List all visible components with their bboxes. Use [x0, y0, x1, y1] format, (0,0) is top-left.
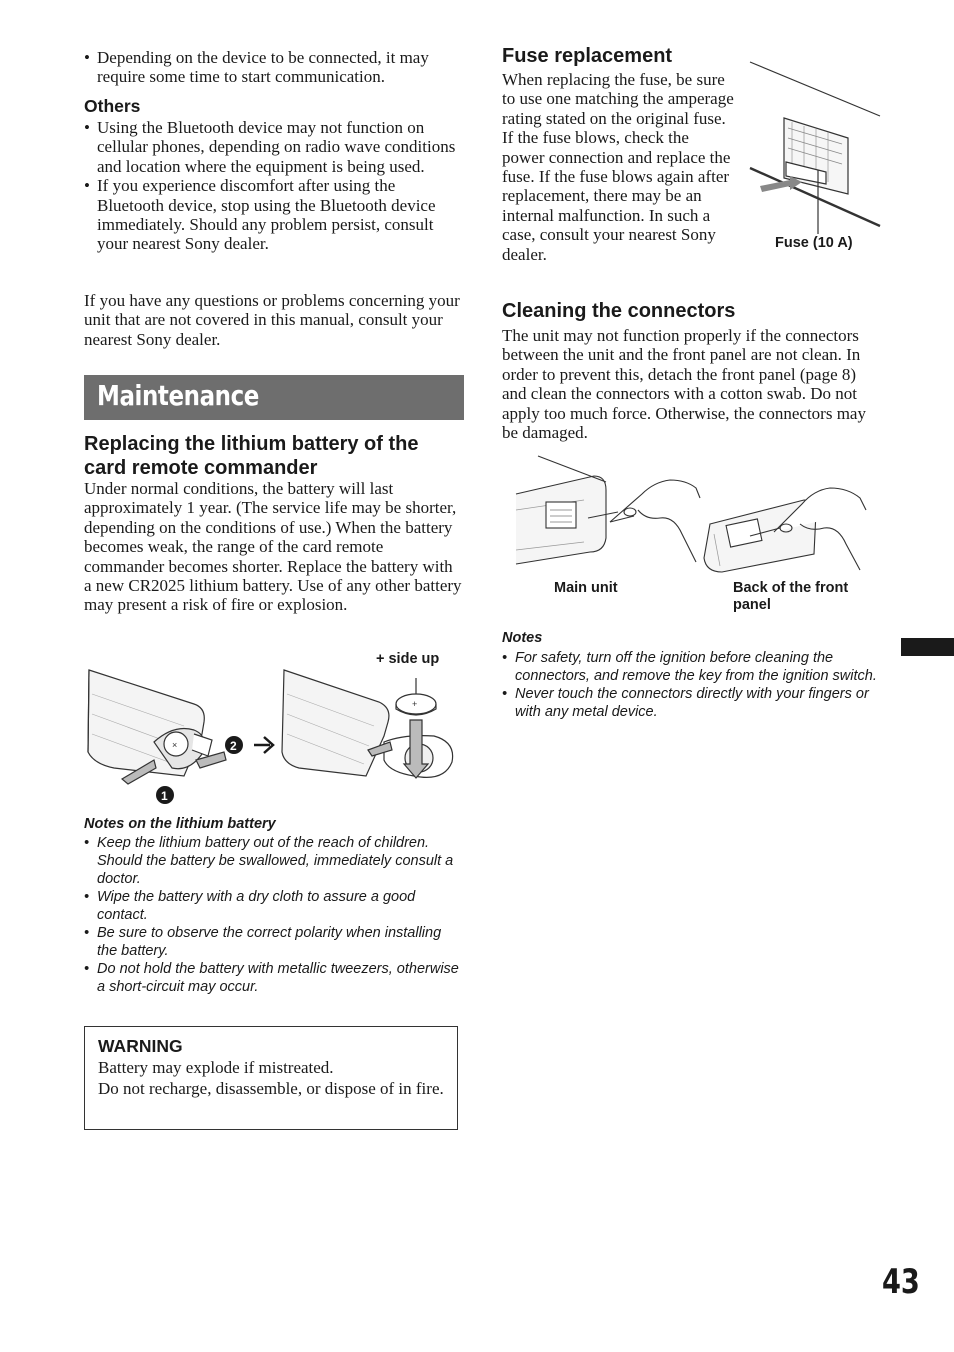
- left-intro: [84, 48, 464, 87]
- others-heading: Others: [84, 96, 141, 116]
- list-item: • Using the Bluetooth device may not function on cellular phones, depending on radio wave conditions and location where the equipment is being used.: [84, 118, 464, 176]
- maintenance-banner: [84, 375, 464, 420]
- fuse-body: When replacing the fuse, be sure to use one matching the amperage rating stated on the original fuse. If the fuse blows, check the power connection and replace the fuse. If the fuse blows again after replacement, there may be an internal malfunction. In such a case, consult your nearest Sony dealer.: [502, 70, 734, 264]
- warning-line-2: Do not recharge, disassemble, or dispose of in fire.: [98, 1079, 444, 1098]
- cleaning-body: The unit may not function properly if the connectors between the unit and the front panel are not clean. In order to prevent this, detach the front panel (page 8) and clean the connectors with a cotton swab. Do not apply too much force. Otherwise, the connectors may be damaged.: [502, 326, 866, 443]
- cleaning-figure: [514, 454, 870, 572]
- list-item: • If you experience discomfort after using the Bluetooth device, stop using the Bluetooth device immediately. Should any problem persist, consult your nearest Sony dealer.: [84, 176, 464, 254]
- battery-notes-list: [84, 834, 464, 996]
- list-item: • Do not hold the battery with metallic tweezers, otherwise a short-circuit may occur.: [84, 960, 464, 996]
- caption-back-front-panel: Back of the front panel: [733, 580, 849, 613]
- battery-notes-title: Notes on the lithium battery: [84, 816, 276, 832]
- others-list: [84, 118, 464, 254]
- page-number: 43: [882, 1262, 920, 1302]
- caption-main-unit: Main unit: [554, 580, 618, 596]
- warning-title: WARNING: [98, 1036, 183, 1056]
- fuse-figure: [748, 58, 882, 230]
- battery-heading: Replacing the lithium battery of the card remote commander: [84, 433, 419, 479]
- list-item: • Never touch the connectors directly with your fingers or with any metal device.: [502, 685, 887, 721]
- step-2-label: 2: [230, 739, 237, 753]
- battery-figure: [84, 664, 464, 809]
- svg-text:×: ×: [172, 740, 178, 750]
- step-1-label: 1: [161, 789, 168, 803]
- list-item: • Be sure to observe the correct polarity when installing the battery.: [84, 924, 464, 960]
- battery-body: Under normal conditions, the battery will last approximately 1 year. (The service life may be shorter, depending on the conditions of use.) When the battery becomes weak, the range of the card remote commander becomes shorter. Replace the battery with a new CR2025 lithium battery. Use of any other battery may present a risk of fire or explosion.: [84, 479, 462, 615]
- side-up-label: + side up: [376, 651, 440, 667]
- svg-text:+: +: [412, 699, 418, 709]
- list-item: • Depending on the device to be connected, it may require some time to start communication.: [84, 48, 464, 87]
- warning-box: [84, 1026, 458, 1130]
- fuse-heading: Fuse replacement: [502, 45, 673, 67]
- questions-paragraph: If you have any questions or problems concerning your unit that are not covered in this manual, consult your nearest Sony dealer.: [84, 291, 460, 349]
- cleaning-heading: Cleaning the connectors: [502, 300, 736, 322]
- maintenance-title: Maintenance: [97, 379, 259, 412]
- list-item: • Keep the lithium battery out of the reach of children. Should the battery be swallowed, immediately consult a doctor.: [84, 834, 464, 888]
- list-item: • For safety, turn off the ignition before cleaning the connectors, and remove the key from the ignition switch.: [502, 649, 887, 685]
- warning-line-1: Battery may explode if mistreated.: [98, 1058, 334, 1077]
- section-tab-marker: [901, 638, 954, 656]
- list-item: • Wipe the battery with a dry cloth to assure a good contact.: [84, 888, 464, 924]
- fuse-caption: Fuse (10 A): [775, 235, 853, 251]
- notes-title: Notes: [502, 630, 543, 646]
- notes-list: [502, 649, 887, 721]
